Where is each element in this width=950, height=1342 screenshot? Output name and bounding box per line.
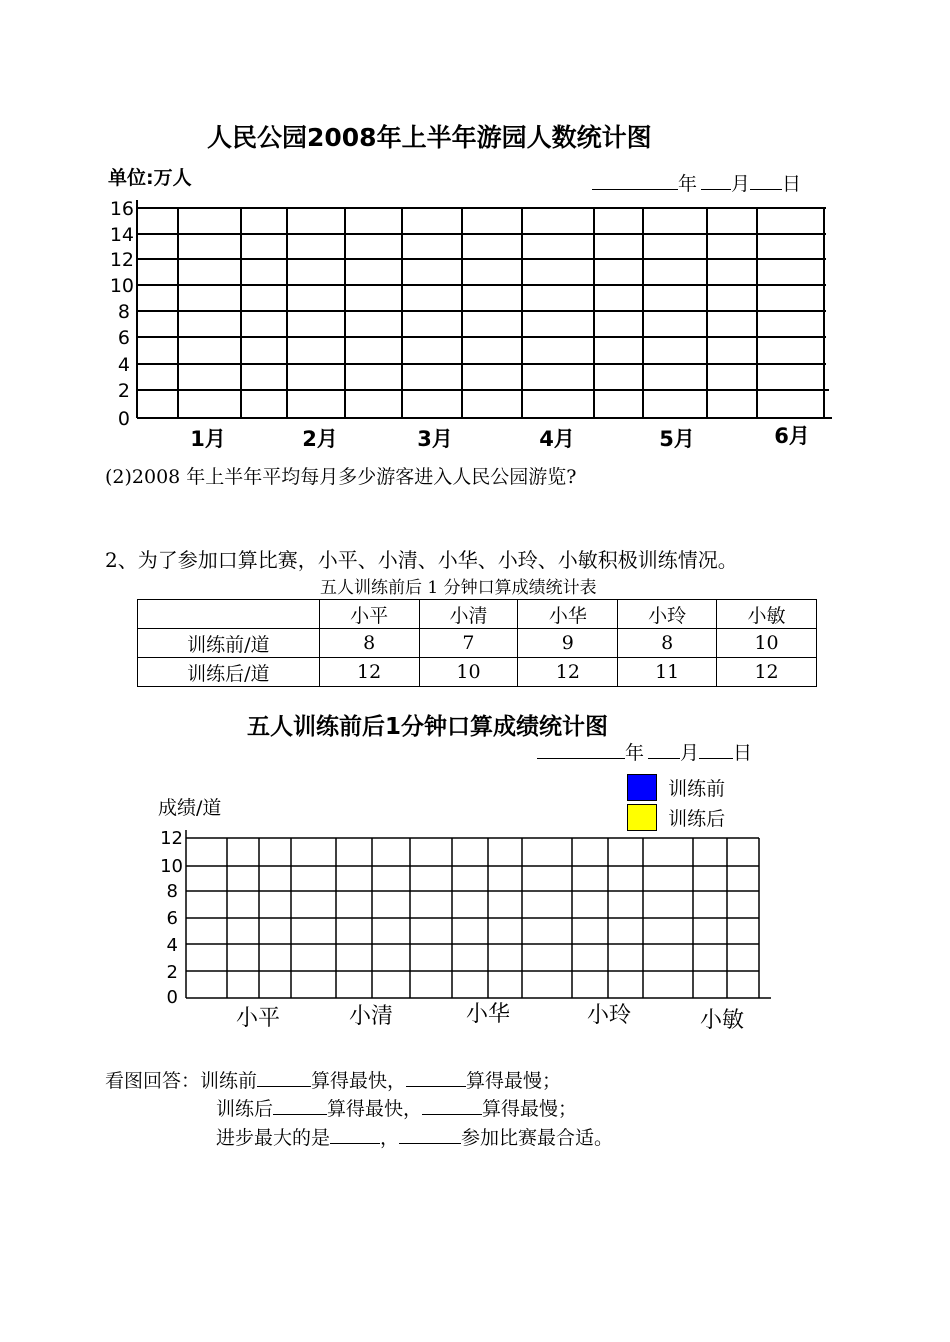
- x-label: 小清: [348, 1004, 394, 1029]
- chart2-ylabel: 成绩/道: [158, 797, 222, 819]
- y-tick: 4: [117, 354, 130, 376]
- y-tick: 0: [166, 987, 178, 1008]
- header-cell: 小平: [319, 600, 419, 629]
- answer-blank[interactable]: [330, 1125, 380, 1144]
- row-label: 训练后/道: [138, 658, 320, 687]
- y-tick: 6: [166, 908, 178, 929]
- x-label: 小敏: [699, 1008, 745, 1033]
- chart2-grid: [0, 820, 950, 1040]
- year-label: 年: [625, 742, 645, 764]
- table-cell: 12: [319, 658, 419, 687]
- answer-text: ，: [380, 1127, 400, 1149]
- question-average: (2)2008 年上半年平均每月多少游客进入人民公园游览?: [105, 466, 577, 488]
- chart2-y-ticks: [160, 828, 183, 1008]
- chart1-y-ticks: [110, 198, 134, 430]
- year-label: 年: [678, 173, 698, 195]
- table-header-row: [138, 600, 817, 629]
- header-cell: 小玲: [618, 600, 717, 629]
- legend-label-before: 训练前: [668, 778, 726, 800]
- table-corner-cell: [138, 600, 320, 629]
- y-tick: 2: [166, 962, 178, 983]
- legend-swatch-before: [627, 774, 657, 801]
- y-tick: 10: [160, 856, 183, 877]
- x-label: 小平: [235, 1006, 281, 1031]
- answer-blank[interactable]: [399, 1125, 461, 1144]
- table-cell: 12: [717, 658, 817, 687]
- chart2-x-labels: [236, 1002, 744, 1033]
- x-label: 2月: [302, 427, 338, 451]
- chart2-lines: [186, 830, 771, 998]
- y-tick: 14: [109, 224, 134, 246]
- table-cell: 11: [618, 658, 717, 687]
- y-tick: 8: [166, 881, 178, 902]
- answer-text: 算得最慢；: [482, 1098, 578, 1120]
- x-label: 6月: [774, 424, 810, 448]
- month-label: 月: [680, 742, 700, 764]
- day-blank[interactable]: [699, 740, 733, 759]
- header-cell: 小敏: [717, 600, 817, 629]
- table-cell: 10: [717, 629, 817, 658]
- y-tick: 2: [117, 380, 130, 402]
- month-label: 月: [731, 173, 751, 195]
- header-cell: 小清: [419, 600, 518, 629]
- x-label: 小玲: [586, 1003, 632, 1028]
- y-tick: 10: [109, 275, 134, 297]
- y-tick: 0: [117, 408, 130, 430]
- table-title: 五人训练前后 1 分钟口算成绩统计表: [320, 578, 597, 598]
- answer-line-2: [216, 1094, 577, 1121]
- x-label: 小华: [465, 1002, 511, 1027]
- answer-line-1: [105, 1066, 561, 1093]
- answer-text: 算得最快，: [311, 1070, 407, 1092]
- legend-item-before: [627, 774, 725, 804]
- answer-text: 算得最快，: [327, 1098, 423, 1120]
- y-tick: 12: [109, 249, 134, 271]
- chart2-title: 五人训练前后1分钟口算成绩统计图: [247, 714, 609, 740]
- table-cell: 10: [419, 658, 518, 687]
- table-row: [138, 658, 817, 687]
- answer-text: 参加比赛最合适。: [461, 1127, 614, 1149]
- answer-text: 算得最慢；: [466, 1070, 562, 1092]
- chart1-grid: [0, 0, 950, 470]
- chart1-lines: [137, 200, 832, 418]
- header-cell: 小华: [518, 600, 618, 629]
- y-tick: 8: [117, 301, 130, 323]
- table-cell: 8: [319, 629, 419, 658]
- table-cell: 7: [419, 629, 518, 658]
- x-label: 1月: [190, 427, 226, 451]
- y-tick: 12: [160, 828, 183, 849]
- x-label: 5月: [659, 427, 695, 451]
- answer-prefix: 看图回答：: [105, 1070, 201, 1092]
- answer-blank[interactable]: [273, 1096, 327, 1115]
- answer-blank[interactable]: [422, 1096, 482, 1115]
- y-tick: 16: [109, 198, 134, 220]
- y-tick: 6: [117, 327, 130, 349]
- chart1-unit: 单位:万人: [108, 167, 192, 189]
- table-cell: 12: [518, 658, 618, 687]
- x-label: 3月: [417, 427, 453, 451]
- x-label: 4月: [539, 427, 575, 451]
- answer-text: 训练前: [200, 1070, 258, 1092]
- answer-text: 训练后: [216, 1098, 274, 1120]
- chart2-date: [537, 738, 752, 765]
- section2-intro: 2、为了参加口算比赛，小平、小清、小华、小玲、小敏积极训练情况。: [105, 548, 738, 572]
- table-cell: 8: [618, 629, 717, 658]
- year-blank[interactable]: [537, 740, 625, 759]
- chart1-x-labels: [190, 424, 810, 451]
- answer-line-3: [216, 1123, 613, 1150]
- y-tick: 4: [166, 935, 178, 956]
- legend-label-after: 训练后: [668, 808, 726, 830]
- answer-blank[interactable]: [257, 1068, 311, 1087]
- row-label: 训练前/道: [138, 629, 320, 658]
- table-cell: 9: [518, 629, 618, 658]
- score-table: [137, 599, 817, 687]
- day-label: 日: [782, 173, 802, 195]
- chart1-title: 人民公园2008年上半年游园人数统计图: [207, 123, 652, 152]
- answer-blank[interactable]: [406, 1068, 466, 1087]
- month-blank[interactable]: [648, 740, 680, 759]
- day-label: 日: [733, 742, 753, 764]
- answer-text: 进步最大的是: [216, 1127, 331, 1149]
- table-row: [138, 629, 817, 658]
